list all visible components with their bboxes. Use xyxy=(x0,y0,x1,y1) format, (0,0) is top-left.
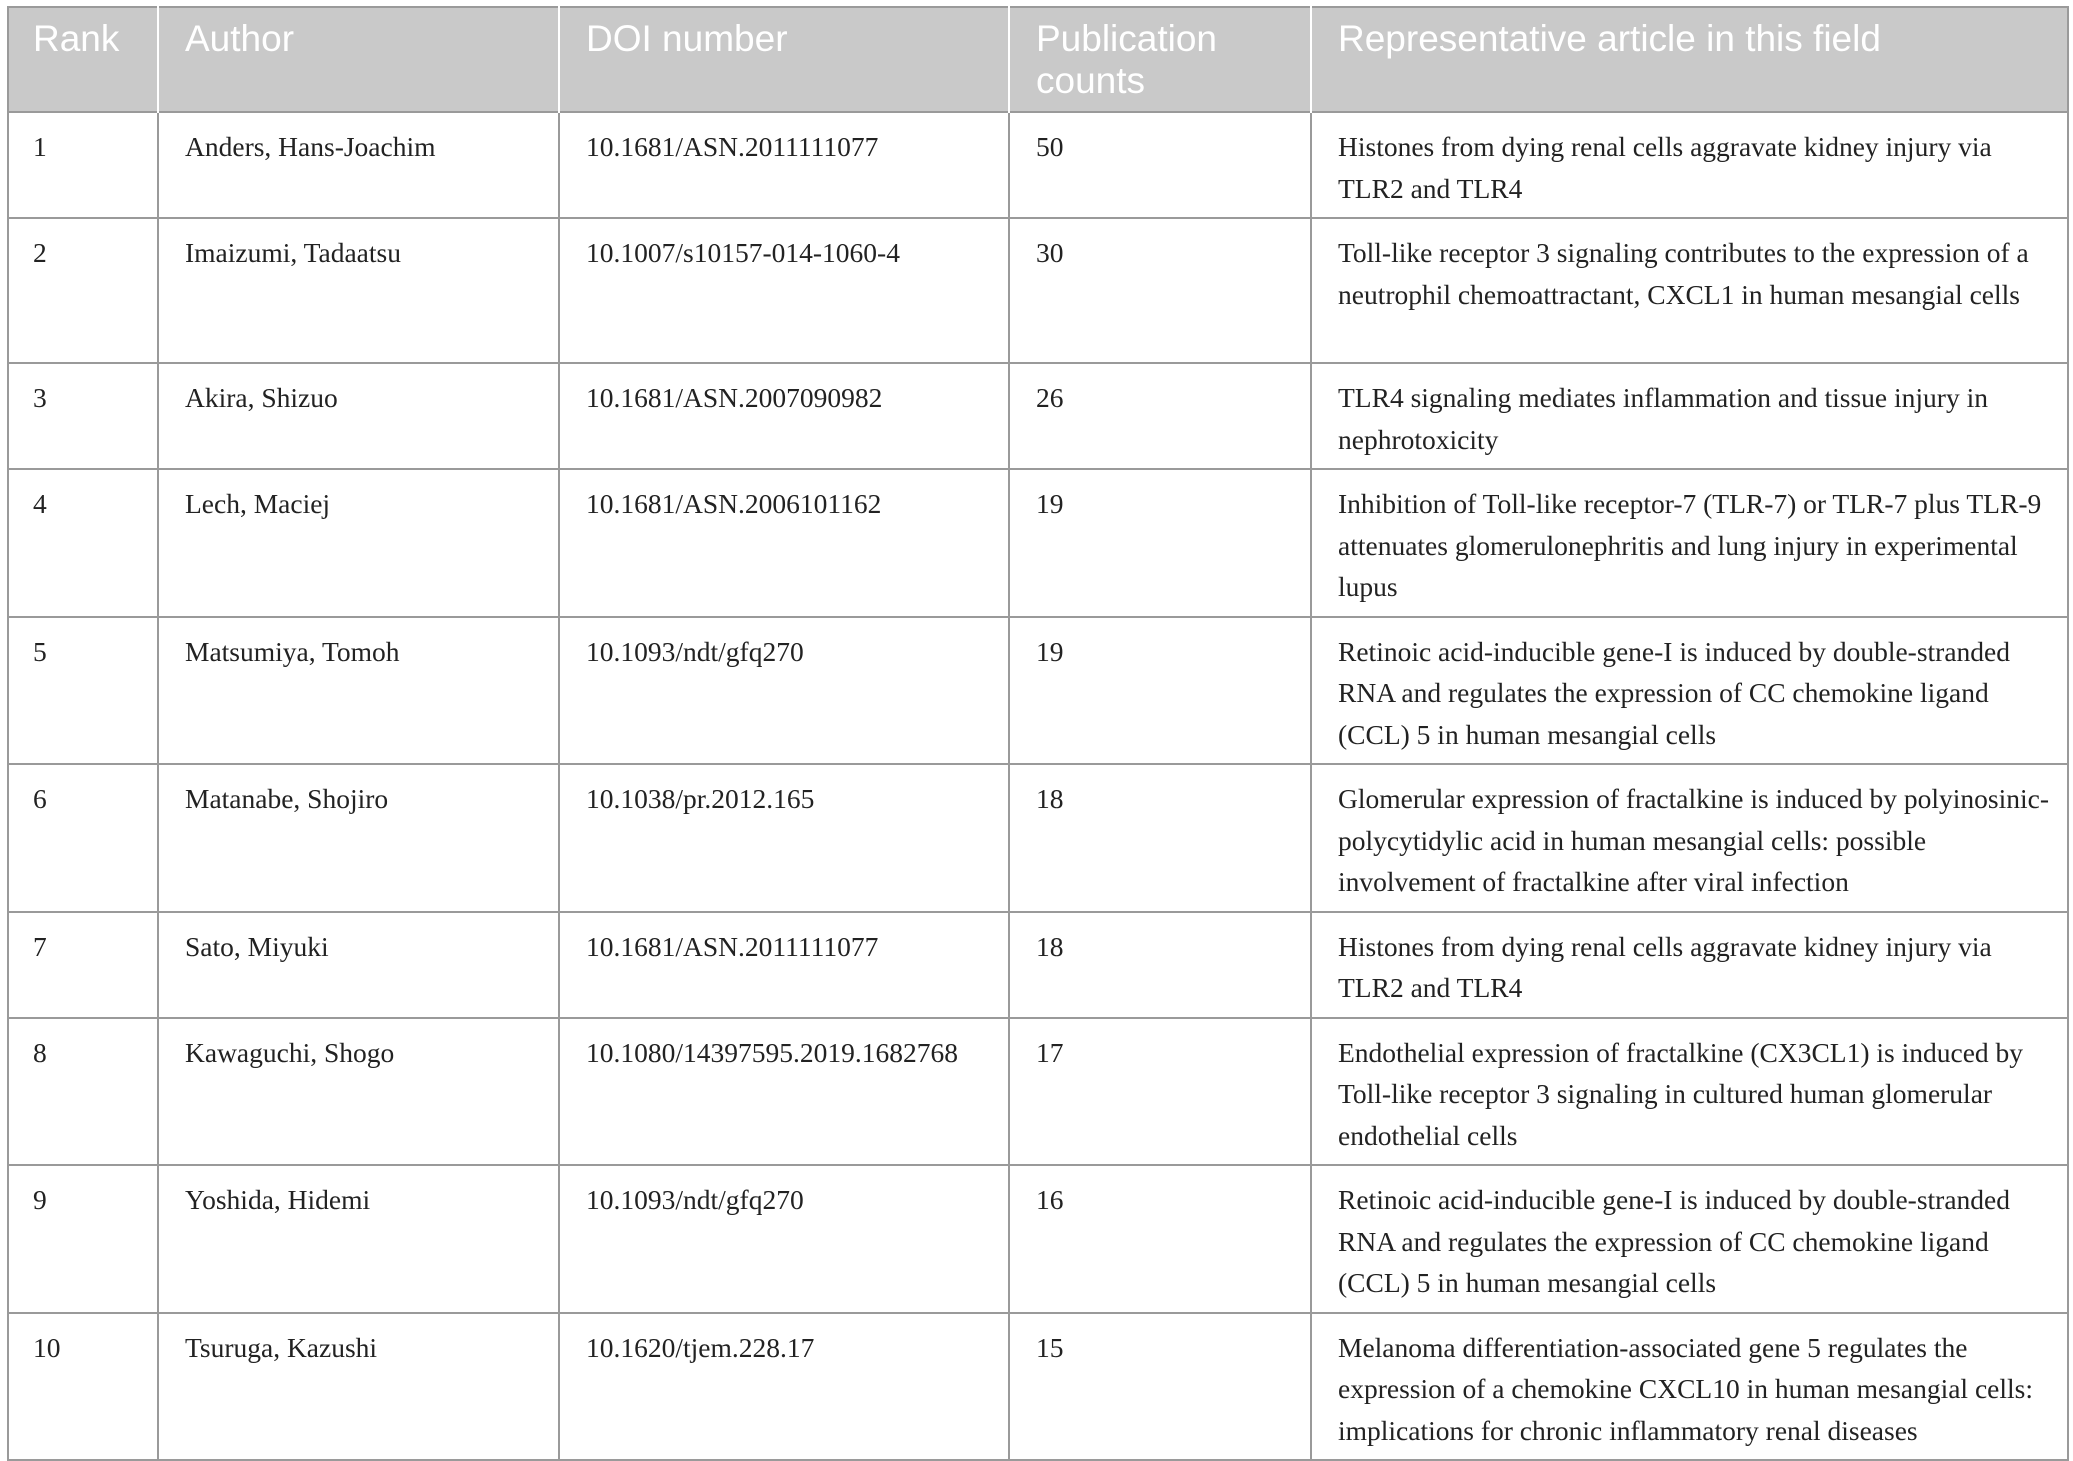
cell-counts: 18 xyxy=(1009,912,1311,1018)
cell-counts: 18 xyxy=(1009,764,1311,912)
table-header xyxy=(8,7,2068,112)
cell-article: TLR4 signaling mediates inflammation and tissue injury in nephrotoxicity xyxy=(1311,363,2068,469)
cell-rank: 9 xyxy=(8,1165,158,1313)
header-author: Author xyxy=(158,7,559,112)
cell-article: Toll-like receptor 3 signaling contributes to the expression of a neutrophil chemoattractant, CXCL1 in human mesangial cells xyxy=(1311,218,2068,363)
cell-article: Histones from dying renal cells aggravate kidney injury via TLR2 and TLR4 xyxy=(1311,112,2068,218)
cell-counts: 30 xyxy=(1009,218,1311,363)
cell-counts: 19 xyxy=(1009,469,1311,617)
cell-article: Melanoma differentiation-associated gene 5 regulates the expression of a chemokine CXCL10 in human mesangial cells: implications for chronic inflammatory renal diseases xyxy=(1311,1313,2068,1461)
cell-author: Yoshida, Hidemi xyxy=(158,1165,559,1313)
header-doi: DOI number xyxy=(559,7,1009,112)
cell-author: Matsumiya, Tomoh xyxy=(158,617,559,765)
cell-article: Retinoic acid-inducible gene-I is induced by double-stranded RNA and regulates the expression of CC chemokine ligand (CCL) 5 in human mesangial cells xyxy=(1311,617,2068,765)
cell-author: Lech, Maciej xyxy=(158,469,559,617)
cell-author: Tsuruga, Kazushi xyxy=(158,1313,559,1461)
cell-article: Histones from dying renal cells aggravate kidney injury via TLR2 and TLR4 xyxy=(1311,912,2068,1018)
table-row xyxy=(8,1018,2068,1166)
cell-author: Imaizumi, Tadaatsu xyxy=(158,218,559,363)
cell-author: Kawaguchi, Shogo xyxy=(158,1018,559,1166)
cell-counts: 17 xyxy=(1009,1018,1311,1166)
cell-doi: 10.1681/ASN.2011111077 xyxy=(559,912,1009,1018)
table-row xyxy=(8,617,2068,765)
table-row xyxy=(8,469,2068,617)
table-body xyxy=(8,112,2068,1460)
table-row xyxy=(8,363,2068,469)
cell-rank: 2 xyxy=(8,218,158,363)
cell-rank: 1 xyxy=(8,112,158,218)
table-row xyxy=(8,218,2068,363)
table-row xyxy=(8,912,2068,1018)
cell-rank: 4 xyxy=(8,469,158,617)
cell-counts: 26 xyxy=(1009,363,1311,469)
author-table-container xyxy=(7,6,2067,1461)
cell-doi: 10.1038/pr.2012.165 xyxy=(559,764,1009,912)
cell-doi: 10.1093/ndt/gfq270 xyxy=(559,617,1009,765)
cell-counts: 15 xyxy=(1009,1313,1311,1461)
cell-doi: 10.1080/14397595.2019.1682768 xyxy=(559,1018,1009,1166)
header-rank: Rank xyxy=(8,7,158,112)
cell-doi: 10.1681/ASN.2007090982 xyxy=(559,363,1009,469)
cell-rank: 7 xyxy=(8,912,158,1018)
cell-counts: 19 xyxy=(1009,617,1311,765)
cell-doi: 10.1093/ndt/gfq270 xyxy=(559,1165,1009,1313)
cell-counts: 50 xyxy=(1009,112,1311,218)
header-representative-article: Representative article in this field xyxy=(1311,7,2068,112)
cell-author: Akira, Shizuo xyxy=(158,363,559,469)
cell-author: Matanabe, Shojiro xyxy=(158,764,559,912)
cell-rank: 5 xyxy=(8,617,158,765)
table-row xyxy=(8,764,2068,912)
cell-doi: 10.1620/tjem.228.17 xyxy=(559,1313,1009,1461)
cell-author: Anders, Hans-Joachim xyxy=(158,112,559,218)
cell-rank: 10 xyxy=(8,1313,158,1461)
cell-doi: 10.1681/ASN.2006101162 xyxy=(559,469,1009,617)
cell-rank: 8 xyxy=(8,1018,158,1166)
cell-doi: 10.1007/s10157-014-1060-4 xyxy=(559,218,1009,363)
table-row xyxy=(8,112,2068,218)
table-header-row xyxy=(8,7,2068,112)
author-table xyxy=(7,6,2069,1461)
cell-author: Sato, Miyuki xyxy=(158,912,559,1018)
cell-article: Inhibition of Toll-like receptor-7 (TLR-7) or TLR-7 plus TLR-9 attenuates glomerulonephritis and lung injury in experimental lupus xyxy=(1311,469,2068,617)
header-publication-counts: Publication counts xyxy=(1009,7,1311,112)
cell-article: Retinoic acid-inducible gene-I is induced by double-stranded RNA and regulates the expression of CC chemokine ligand (CCL) 5 in human mesangial cells xyxy=(1311,1165,2068,1313)
cell-rank: 3 xyxy=(8,363,158,469)
cell-article: Glomerular expression of fractalkine is induced by polyinosinic-polycytidylic acid in human mesangial cells: possible involvement of fractalkine after viral infection xyxy=(1311,764,2068,912)
table-row xyxy=(8,1313,2068,1461)
cell-doi: 10.1681/ASN.2011111077 xyxy=(559,112,1009,218)
cell-article: Endothelial expression of fractalkine (CX3CL1) is induced by Toll-like receptor 3 signaling in cultured human glomerular endothelial cells xyxy=(1311,1018,2068,1166)
table-row xyxy=(8,1165,2068,1313)
cell-rank: 6 xyxy=(8,764,158,912)
cell-counts: 16 xyxy=(1009,1165,1311,1313)
